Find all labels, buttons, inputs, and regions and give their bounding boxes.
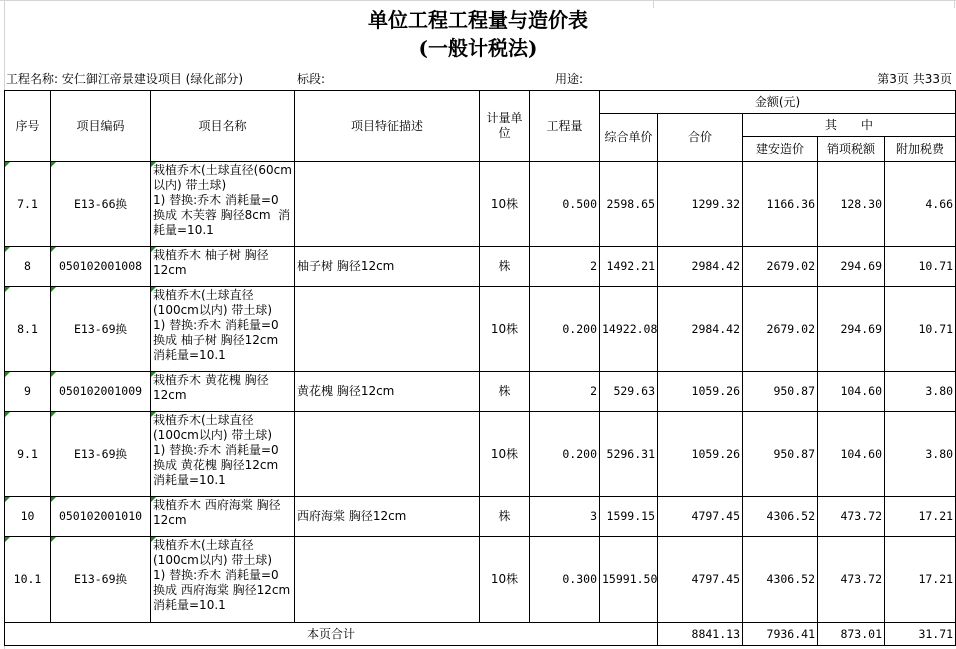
row-qty: 0.300 bbox=[530, 537, 600, 623]
usage-label: 用途: bbox=[555, 72, 584, 86]
row-desc: 西府海棠 胸径12cm bbox=[295, 497, 480, 537]
row-total: 4797.45 bbox=[658, 537, 743, 623]
header-row bbox=[5, 91, 956, 114]
row-qty: 0.200 bbox=[530, 412, 600, 497]
row-unit-price: 1599.15 bbox=[600, 497, 658, 537]
sheet-gridline-tick bbox=[954, 0, 955, 8]
header-total: 合价 bbox=[658, 114, 743, 162]
header-qty: 工程量 bbox=[530, 91, 600, 162]
row-construction: 1166.36 bbox=[743, 162, 818, 247]
header-vat: 销项税额 bbox=[818, 137, 885, 162]
row-unit: 10株 bbox=[480, 287, 530, 372]
row-surtax: 10.71 bbox=[885, 247, 956, 287]
header-unit-price: 综合单价 bbox=[600, 114, 658, 162]
row-unit: 株 bbox=[480, 247, 530, 287]
row-seq: 10 bbox=[5, 497, 51, 537]
row-name: 栽植乔木(土球直径(100cm以内) 带土球) 1) 替换:乔木 消耗量=0 换成 黄花槐 胸径12cm 消耗量=10.1 bbox=[151, 412, 295, 497]
row-code: 050102001010 bbox=[51, 497, 151, 537]
row-vat: 294.69 bbox=[818, 247, 885, 287]
header-among: 其 中 bbox=[743, 114, 956, 137]
row-total: 2984.42 bbox=[658, 247, 743, 287]
row-name: 栽植乔木(土球直径(100cm以内) 带土球) 1) 替换:乔木 消耗量=0 换成 柚子树 胸径12cm 消耗量=10.1 bbox=[151, 287, 295, 372]
row-desc: 黄花槐 胸径12cm bbox=[295, 372, 480, 412]
table-row bbox=[5, 412, 956, 497]
header-seq: 序号 bbox=[5, 91, 51, 162]
row-name: 栽植乔木 黄花槐 胸径12cm bbox=[151, 372, 295, 412]
row-name: 栽植乔木 柚子树 胸径12cm bbox=[151, 247, 295, 287]
row-name: 栽植乔木(土球直径(100cm以内) 带土球) 1) 替换:乔木 消耗量=0 换成 西府海棠 胸径12cm 消耗量=10.1 bbox=[151, 537, 295, 623]
project-name: 工程名称: 安仁御江帝景建设项目 (绿化部分) bbox=[6, 72, 244, 86]
row-vat: 128.30 bbox=[818, 162, 885, 247]
row-construction: 950.87 bbox=[743, 412, 818, 497]
row-seq: 10.1 bbox=[5, 537, 51, 623]
row-surtax: 3.80 bbox=[885, 372, 956, 412]
table-row bbox=[5, 537, 956, 623]
table-row bbox=[5, 247, 956, 287]
row-construction: 950.87 bbox=[743, 372, 818, 412]
page-total-label: 本页合计 bbox=[5, 623, 658, 646]
page-total-surtax: 31.71 bbox=[885, 623, 956, 646]
header-desc: 项目特征描述 bbox=[295, 91, 480, 162]
row-desc bbox=[295, 537, 480, 623]
row-desc bbox=[295, 162, 480, 247]
row-name: 栽植乔木 西府海棠 胸径12cm bbox=[151, 497, 295, 537]
table-row bbox=[5, 497, 956, 537]
page-number: 第3页 共33页 bbox=[877, 72, 952, 86]
row-code: E13-66换 bbox=[51, 162, 151, 247]
row-unit-price: 15991.50 bbox=[600, 537, 658, 623]
row-surtax: 17.21 bbox=[885, 497, 956, 537]
row-qty: 0.200 bbox=[530, 287, 600, 372]
table-row bbox=[5, 372, 956, 412]
row-unit-price: 2598.65 bbox=[600, 162, 658, 247]
row-desc bbox=[295, 412, 480, 497]
header-unit: 计量单位 bbox=[480, 91, 530, 162]
row-construction: 4306.52 bbox=[743, 497, 818, 537]
row-construction: 4306.52 bbox=[743, 537, 818, 623]
table-row bbox=[5, 162, 956, 247]
row-code: 050102001008 bbox=[51, 247, 151, 287]
row-unit: 10株 bbox=[480, 162, 530, 247]
row-unit: 株 bbox=[480, 497, 530, 537]
row-construction: 2679.02 bbox=[743, 247, 818, 287]
page-total-amount: 8841.13 bbox=[658, 623, 743, 646]
row-unit-price: 529.63 bbox=[600, 372, 658, 412]
section-label: 标段: bbox=[297, 72, 326, 86]
row-total: 2984.42 bbox=[658, 287, 743, 372]
row-vat: 473.72 bbox=[818, 537, 885, 623]
row-surtax: 3.80 bbox=[885, 412, 956, 497]
table-row bbox=[5, 287, 956, 372]
row-seq: 8 bbox=[5, 247, 51, 287]
total-row bbox=[5, 623, 956, 646]
row-unit: 10株 bbox=[480, 412, 530, 497]
row-qty: 0.500 bbox=[530, 162, 600, 247]
page-title: 单位工程工程量与造价表 bbox=[368, 8, 588, 32]
row-qty: 3 bbox=[530, 497, 600, 537]
row-total: 1059.26 bbox=[658, 412, 743, 497]
row-unit: 株 bbox=[480, 372, 530, 412]
header-amount: 金额(元) bbox=[600, 91, 956, 114]
row-code: 050102001009 bbox=[51, 372, 151, 412]
row-surtax: 17.21 bbox=[885, 537, 956, 623]
row-surtax: 10.71 bbox=[885, 287, 956, 372]
row-desc bbox=[295, 287, 480, 372]
row-unit-price: 5296.31 bbox=[600, 412, 658, 497]
row-name: 栽植乔木(土球直径(60cm以内) 带土球) 1) 替换:乔木 消耗量=0 换成 木芙蓉 胸径8cm 消耗量=10.1 bbox=[151, 162, 295, 247]
header-surtax: 附加税费 bbox=[885, 137, 956, 162]
row-qty: 2 bbox=[530, 247, 600, 287]
page-total-construction: 7936.41 bbox=[743, 623, 818, 646]
row-vat: 104.60 bbox=[818, 372, 885, 412]
row-unit-price: 1492.21 bbox=[600, 247, 658, 287]
row-construction: 2679.02 bbox=[743, 287, 818, 372]
row-code: E13-69换 bbox=[51, 412, 151, 497]
row-desc: 柚子树 胸径12cm bbox=[295, 247, 480, 287]
header-construction: 建安造价 bbox=[743, 137, 818, 162]
row-vat: 104.60 bbox=[818, 412, 885, 497]
row-code: E13-69换 bbox=[51, 287, 151, 372]
header-name: 项目名称 bbox=[151, 91, 295, 162]
page-subtitle: (一般计税法) bbox=[418, 36, 538, 60]
row-seq: 8.1 bbox=[5, 287, 51, 372]
row-total: 1299.32 bbox=[658, 162, 743, 247]
header-code: 项目编码 bbox=[51, 91, 151, 162]
row-seq: 9.1 bbox=[5, 412, 51, 497]
sheet-gridline-top bbox=[0, 0, 956, 1]
row-vat: 294.69 bbox=[818, 287, 885, 372]
row-vat: 473.72 bbox=[818, 497, 885, 537]
row-unit-price: 14922.08 bbox=[600, 287, 658, 372]
sheet-gridline-tick bbox=[653, 0, 654, 8]
cost-table bbox=[4, 90, 956, 646]
row-total: 4797.45 bbox=[658, 497, 743, 537]
row-qty: 2 bbox=[530, 372, 600, 412]
row-seq: 7.1 bbox=[5, 162, 51, 247]
page-total-vat: 873.01 bbox=[818, 623, 885, 646]
row-unit: 10株 bbox=[480, 537, 530, 623]
row-code: E13-69换 bbox=[51, 537, 151, 623]
row-surtax: 4.66 bbox=[885, 162, 956, 247]
row-seq: 9 bbox=[5, 372, 51, 412]
row-total: 1059.26 bbox=[658, 372, 743, 412]
